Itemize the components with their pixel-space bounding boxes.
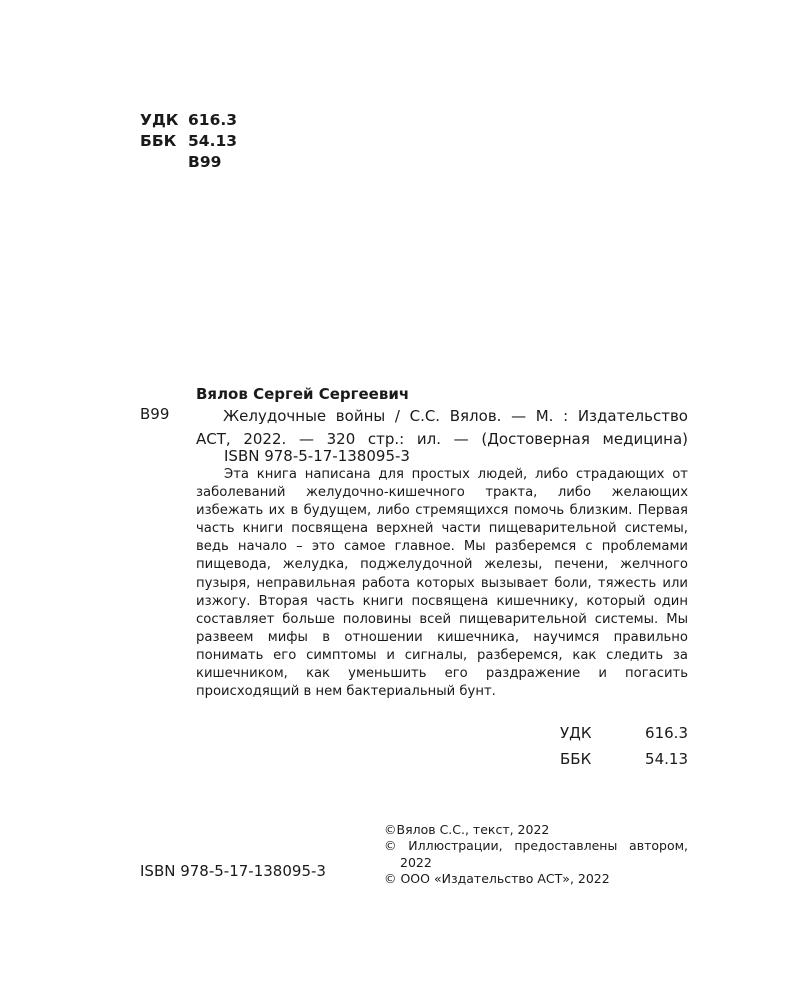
footer-isbn: ISBN 978-5-17-138095-3 (140, 862, 326, 880)
bibliographic-description: Желудочные войны / С.С. Вялов. — М. : Издательство АСТ, 2022. — 320 стр.: ил. — (Достоверная медицина) (196, 407, 688, 448)
udk-row (140, 110, 237, 131)
author-code-row (140, 152, 237, 173)
udk-value: 616.3 (188, 111, 238, 129)
bottom-classification-block (560, 720, 688, 772)
udk-label: УДК (140, 111, 179, 129)
bbk-row-bottom (560, 746, 688, 772)
bbk-value: 54.13 (645, 750, 688, 768)
copyright-illustrations: © Иллюстрации, предоставлены автором, (384, 838, 688, 854)
bbk-row (140, 131, 237, 152)
copyright-publisher: © ООО «Издательство АСТ», 2022 (384, 870, 610, 886)
author-code: В99 (188, 153, 222, 171)
bbk-label: ББК (560, 750, 592, 768)
udk-value: 616.3 (645, 724, 688, 742)
udk-label: УДК (560, 724, 592, 742)
udk-row-bottom (560, 720, 688, 746)
copyright-block (384, 822, 688, 887)
bbk-value: 54.13 (188, 132, 238, 150)
top-classification-block (140, 110, 237, 173)
bbk-label: ББК (140, 132, 177, 150)
annotation: Эта книга написана для простых людей, либо страдающих от заболеваний желудочно-кишечного тракта, либо желающих избежать их в будущем, либо стремящихся помочь близким. Первая часть книги посвящена верхней части пищеварительной системы, ведь начало – это самое главное. Мы разберемся с проблемами пищевода, желудка, поджелудочной железы, печени, желчного пузыря, неправильная работа которых вызывает боли, тяжесть или изжогу. Вторая часть книги посвящена кишечнику, который один составляет больше половины всей пищеварительной системы. Мы развеем мифы в отношении кишечника, научимся правильно понимать его симптомы и сигналы, разберемся, как следить за кишечником, как уменьшить его раздражение и погасить происходящий в нем бактериальный бунт. (196, 467, 688, 700)
author-heading: Вялов Сергей Сергеевич (196, 385, 410, 403)
record-author-code: В99 (140, 405, 170, 423)
copyright-text: ©Вялов С.С., текст, 2022 (384, 822, 550, 837)
record-isbn: ISBN 978-5-17-138095-3 (224, 447, 410, 465)
copyright-illustrations-year: 2022 (400, 854, 432, 870)
